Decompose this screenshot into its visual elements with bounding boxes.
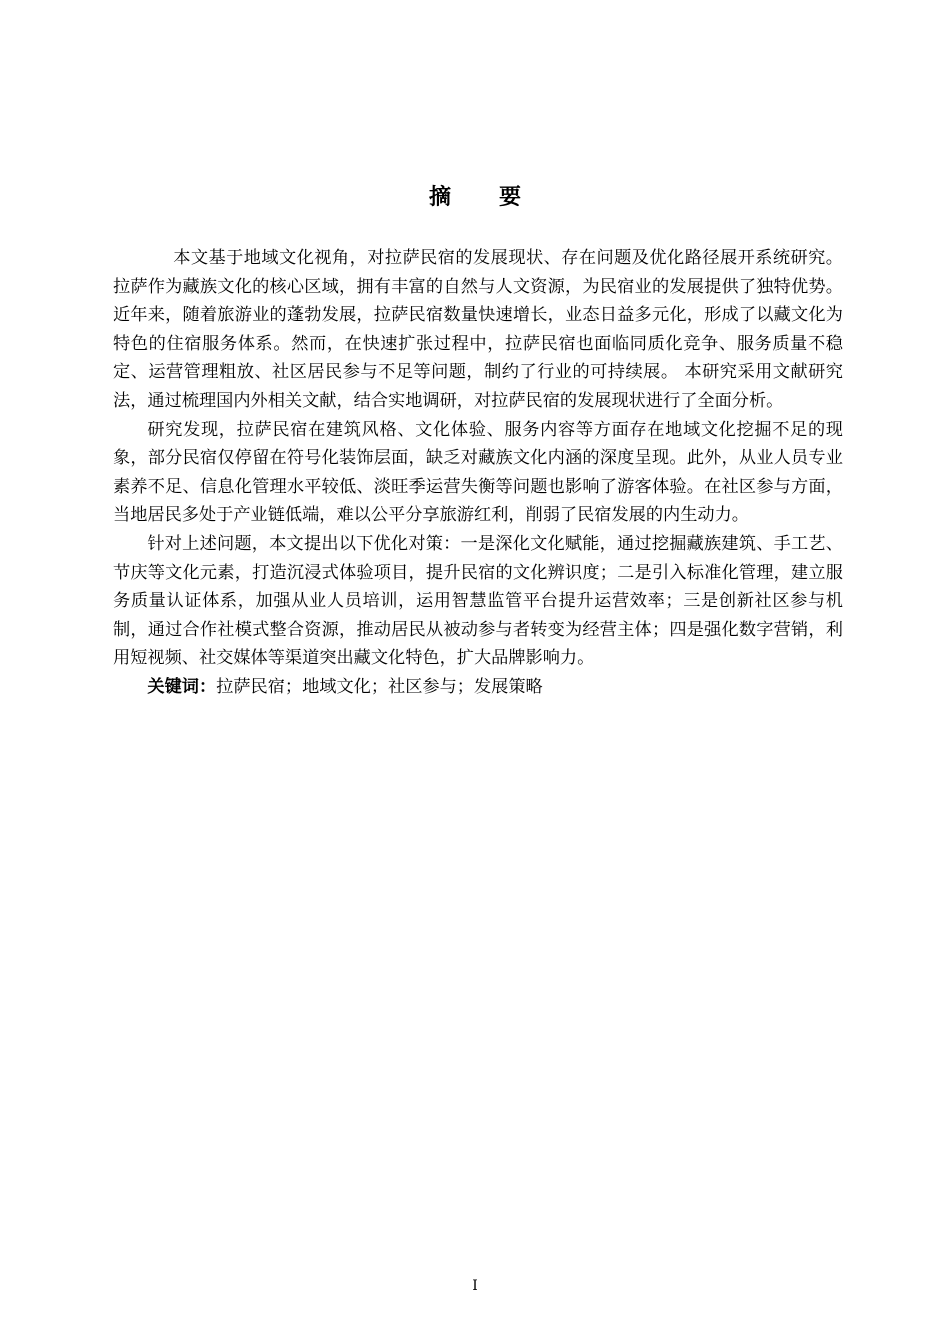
- abstract-paragraph-3: 针对上述问题，本文提出以下优化对策：一是深化文化赋能，通过挖掘藏族建筑、手工艺、节庆等文化元素，打造沉浸式体验项目，提升民宿的文化辨识度；二是引入标准化管理，建立服务质量认证体系，加强从业人员培训，运用智慧监管平台提升运营效率；三是创新社区参与机制，通过合作社模式整合资源，推动居民从被动参与者转变为经营主体；四是强化数字营销，利用短视频、社交媒体等渠道突出藏文化特色，扩大品牌影响力。: [113, 533, 843, 669]
- abstract-body: [113, 244, 843, 702]
- title-char-2: 要: [499, 185, 522, 210]
- title-char-1: 摘: [428, 185, 451, 210]
- abstract-paragraph-2: 研究发现，拉萨民宿在建筑风格、文化体验、服务内容等方面存在地域文化挖掘不足的现象，部分民宿仅停留在符号化装饰层面，缺乏对藏族文化内涵的深度呈现。此外，从业人员专业素养不足、信息化管理水平较低、淡旺季运营失衡等问题也影响了游客体验。在社区参与方面，当地居民多处于产业链低端，难以公平分享旅游红利，削弱了民宿发展的内生动力。: [113, 419, 843, 526]
- keywords-label: 关键词：: [147, 676, 217, 697]
- page-number: I: [472, 1278, 478, 1294]
- keywords-line: [113, 673, 843, 702]
- keywords-value: 拉萨民宿；地域文化；社区参与；发展策略: [216, 676, 543, 697]
- abstract-title: [0, 180, 950, 211]
- abstract-paragraph-1: 本文基于地域文化视角，对拉萨民宿的发展现状、存在问题及优化路径展开系统研究。拉萨作为藏族文化的核心区域，拥有丰富的自然与人文资源，为民宿业的发展提供了独特优势。近年来，随着旅游业的蓬勃发展，拉萨民宿数量快速增长，业态日益多元化，形成了以藏文化为特色的住宿服务体系。然而，在快速扩张过程中，拉萨民宿也面临同质化竞争、服务质量不稳定、运营管理粗放、社区居民参与不足等问题，制约了行业的可持续展。 本研究采用文献研究法，通过梳理国内外相关文献，结合实地调研，对拉萨民宿的发展现状进行了全面分析。: [113, 248, 843, 411]
